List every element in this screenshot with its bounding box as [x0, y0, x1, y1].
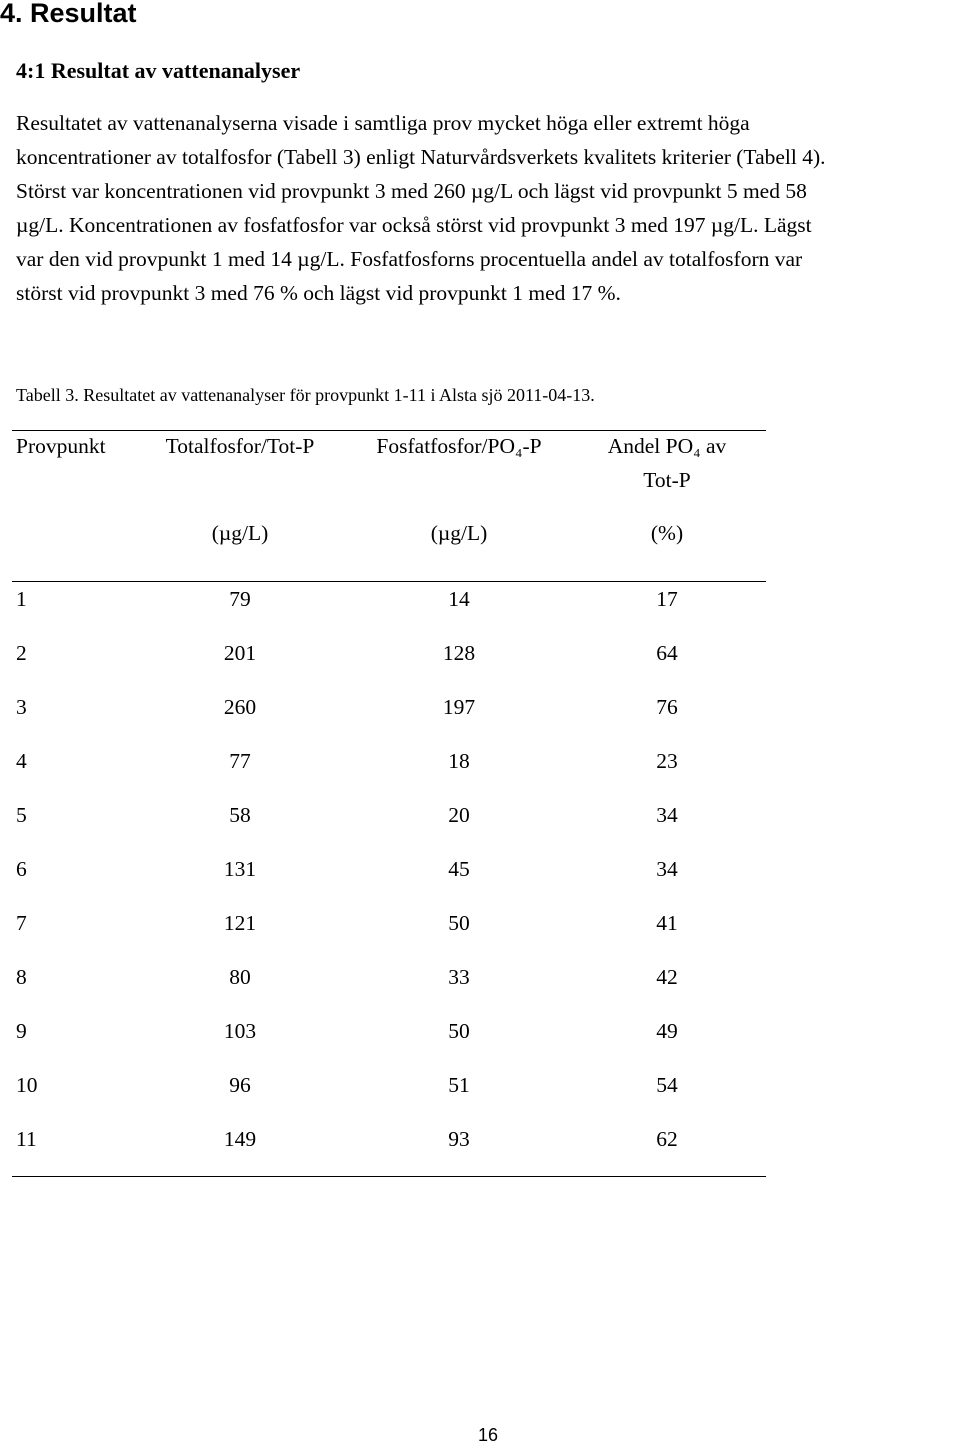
cell-fosfatfosfor: 20 [448, 803, 470, 827]
cell-totalfosfor: 77 [229, 749, 251, 773]
cell-provpunkt: 8 [16, 965, 27, 989]
cell-andel: 42 [656, 965, 678, 989]
cell-fosfatfosfor: 33 [448, 965, 470, 989]
table-row [0, 1125, 780, 1153]
table-bottom-rule [12, 1176, 766, 1177]
header-andel-line1: Andel PO₄ av [607, 434, 727, 458]
table-header-rule [12, 581, 766, 582]
cell-fosfatfosfor: 93 [448, 1127, 470, 1151]
table-top-rule [12, 430, 766, 431]
table-row [0, 747, 780, 775]
paragraph-line: störst vid provpunkt 3 med 76 % och lägst vid provpunkt 1 med 17 %. [16, 281, 621, 305]
cell-andel: 34 [656, 857, 678, 881]
cell-provpunkt: 10 [16, 1073, 38, 1097]
table-row [0, 1071, 780, 1099]
table-row [0, 855, 780, 883]
table-caption: Tabell 3. Resultatet av vattenanalyser för provpunkt 1-11 i Alsta sjö 2011-04-13. [16, 385, 595, 405]
header-fosfatfosfor: Fosfatfosfor/PO₄-P [376, 434, 542, 458]
cell-provpunkt: 1 [16, 587, 27, 611]
cell-totalfosfor: 58 [229, 803, 251, 827]
cell-provpunkt: 6 [16, 857, 27, 881]
cell-provpunkt: 7 [16, 911, 27, 935]
paragraph-line: koncentrationer av totalfosfor (Tabell 3) enligt Naturvårdsverkets kvalitets kriterier (Tabell 4). [16, 145, 826, 169]
cell-totalfosfor: 201 [223, 641, 257, 665]
cell-totalfosfor: 79 [229, 587, 251, 611]
paragraph-line: Störst var koncentrationen vid provpunkt 3 med 260 µg/L och lägst vid provpunkt 5 med 58 [16, 179, 807, 203]
cell-fosfatfosfor: 50 [448, 911, 470, 935]
table-row [0, 909, 780, 937]
cell-provpunkt: 9 [16, 1019, 27, 1043]
cell-totalfosfor: 80 [229, 965, 251, 989]
cell-andel: 54 [656, 1073, 678, 1097]
cell-provpunkt: 3 [16, 695, 27, 719]
cell-andel: 41 [656, 911, 678, 935]
paragraph-line: µg/L. Koncentrationen av fosfatfosfor var också störst vid provpunkt 3 med 197 µg/L. Lägst [16, 213, 812, 237]
cell-totalfosfor: 260 [223, 695, 257, 719]
cell-andel: 76 [656, 695, 678, 719]
cell-fosfatfosfor: 50 [448, 1019, 470, 1043]
cell-andel: 49 [656, 1019, 678, 1043]
section-title: 4. Resultat [0, 0, 137, 28]
page-number: 16 [477, 1425, 499, 1445]
unit-fosfatfosfor: (µg/L) [430, 521, 488, 545]
table-row [0, 639, 780, 667]
table-row [0, 801, 780, 829]
cell-fosfatfosfor: 51 [448, 1073, 470, 1097]
cell-andel: 64 [656, 641, 678, 665]
cell-fosfatfosfor: 128 [442, 641, 476, 665]
cell-fosfatfosfor: 14 [448, 587, 470, 611]
cell-provpunkt: 2 [16, 641, 27, 665]
cell-fosfatfosfor: 18 [448, 749, 470, 773]
table-row [0, 1017, 780, 1045]
unit-andel: (%) [650, 521, 684, 545]
cell-provpunkt: 11 [16, 1127, 37, 1151]
cell-provpunkt: 4 [16, 749, 27, 773]
cell-andel: 62 [656, 1127, 678, 1151]
cell-andel: 17 [656, 587, 678, 611]
cell-totalfosfor: 121 [223, 911, 257, 935]
header-totalfosfor: Totalfosfor/Tot-P [165, 434, 315, 458]
unit-totalfosfor: (µg/L) [211, 521, 269, 545]
cell-andel: 34 [656, 803, 678, 827]
table-row [0, 585, 780, 613]
paragraph-line: Resultatet av vattenanalyserna visade i samtliga prov mycket höga eller extremt höga [16, 111, 750, 135]
cell-fosfatfosfor: 197 [442, 695, 476, 719]
table-row [0, 693, 780, 721]
cell-totalfosfor: 149 [223, 1127, 257, 1151]
cell-andel: 23 [656, 749, 678, 773]
cell-totalfosfor: 131 [223, 857, 257, 881]
table-row [0, 963, 780, 991]
subsection-title: 4:1 Resultat av vattenanalyser [16, 58, 301, 83]
header-provpunkt: Provpunkt [16, 434, 106, 458]
cell-totalfosfor: 103 [223, 1019, 257, 1043]
header-andel-line2: Tot-P [643, 468, 691, 492]
paragraph-line: var den vid provpunkt 1 med 14 µg/L. Fosfatfosforns procentuella andel av totalfosforn var [16, 247, 803, 271]
cell-provpunkt: 5 [16, 803, 27, 827]
cell-fosfatfosfor: 45 [448, 857, 470, 881]
cell-totalfosfor: 96 [229, 1073, 251, 1097]
